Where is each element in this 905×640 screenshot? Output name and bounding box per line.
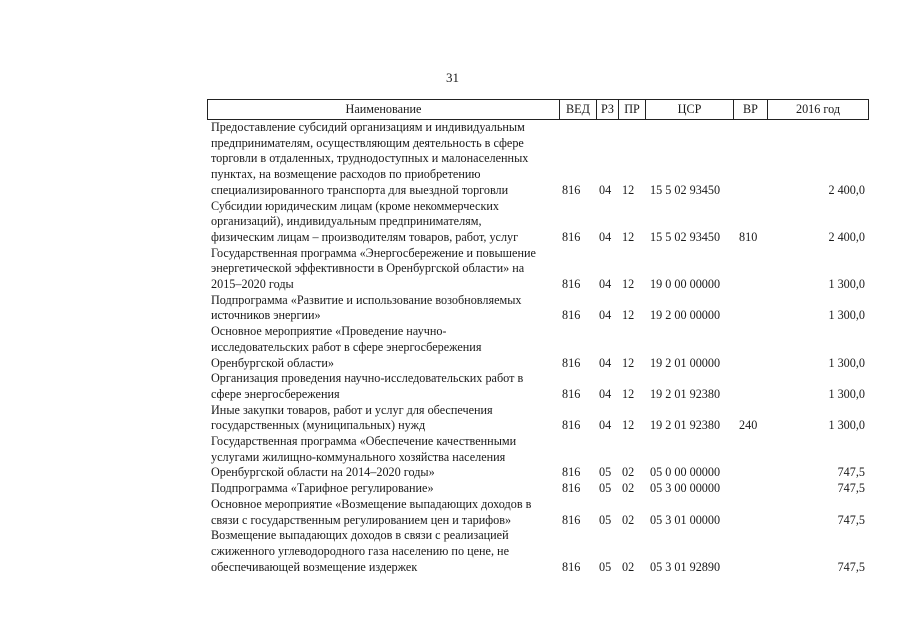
row-ved: 816	[562, 386, 581, 401]
row-csr: 19 2 01 92380	[650, 386, 721, 401]
row-sum: 1 300,0	[828, 355, 865, 370]
row-sum: 1 300,0	[828, 308, 865, 323]
row-sum: 747,5	[837, 465, 865, 480]
row-sum: 747,5	[837, 481, 865, 496]
row-name: Организация проведения научно-исследовательских работ в сфере энергосбережения	[211, 371, 524, 401]
row-rz: 04	[599, 277, 612, 292]
row-name: Субсидии юридическим лицам (кроме некоммерческих организаций), индивидуальным предпринимателям, физическим лицам – производителям товаров, работ, услуг	[211, 198, 519, 244]
row-rz: 05	[599, 465, 612, 480]
row-csr: 19 2 00 00000	[650, 308, 721, 323]
table-row	[207, 371, 869, 402]
row-csr: 19 0 00 00000	[650, 277, 721, 292]
row-name: Предоставление субсидий организациям и индивидуальным предпринимателям, осуществляющим деятельность в сфере торговли в отдаленных, труднодоступных и малонаселенных пунктах, на возмещение расходов по приобретению специализированного транспорта для выездной торговли	[211, 120, 529, 197]
row-rz: 04	[599, 418, 612, 433]
row-pr: 12	[622, 418, 635, 433]
row-pr: 02	[622, 481, 635, 496]
row-name: Государственная программа «Обеспечение качественными услугами жилищно-коммунального хозяйства населения Оренбургской области на 2014–2020 годы»	[211, 434, 517, 480]
row-csr: 19 2 01 92380	[650, 418, 721, 433]
row-ved: 816	[562, 559, 581, 574]
table-row	[207, 481, 869, 497]
row-name: Иные закупки товаров, работ и услуг для обеспечения государственных (муниципальных) нужд	[211, 402, 493, 433]
row-rz: 04	[599, 308, 612, 323]
row-pr: 12	[622, 277, 635, 292]
row-vr: 240	[739, 418, 758, 433]
table-row	[207, 497, 869, 528]
row-name: Основное мероприятие «Проведение научно- исследовательских работ в сфере энергосбережения Оренбургской области»	[211, 324, 482, 370]
row-name: Государственная программа «Энергосбережение и повышение энергетической эффективности в Оренбургской области» на 2015–2020 годы	[211, 245, 536, 292]
row-csr: 05 3 01 00000	[650, 512, 721, 527]
header-year: 2016 год	[795, 102, 841, 116]
table-row	[207, 528, 869, 575]
table-row	[207, 246, 869, 293]
row-rz: 04	[599, 182, 612, 197]
header-rz: РЗ	[597, 100, 619, 119]
table-header	[207, 99, 869, 120]
row-pr: 12	[622, 355, 635, 370]
table-row	[207, 403, 869, 434]
row-pr: 02	[622, 512, 635, 527]
row-ved: 816	[562, 308, 581, 323]
table-body	[207, 120, 869, 575]
row-ved: 816	[562, 277, 581, 292]
row-pr: 12	[622, 182, 635, 197]
row-name: Возмещение выпадающих доходов в связи с реализацией сжиженного углеводородного газа населению по цене, не обеспечивающей возмещение издержек	[211, 528, 509, 574]
row-ved: 816	[562, 465, 581, 480]
row-ved: 816	[562, 481, 581, 496]
table-row	[207, 434, 869, 481]
row-sum: 2 400,0	[828, 182, 865, 197]
header-name: Наименование	[208, 100, 560, 119]
table-row	[207, 324, 869, 371]
header-pr: ПР	[619, 100, 646, 119]
row-sum: 2 400,0	[828, 229, 865, 244]
row-csr: 15 5 02 93450	[650, 229, 721, 244]
row-rz: 05	[599, 512, 612, 527]
header-vr: ВР	[734, 100, 768, 119]
row-csr: 05 3 01 92890	[650, 559, 721, 574]
header-csr: ЦСР	[646, 100, 734, 119]
row-ved: 816	[562, 418, 581, 433]
row-ved: 816	[562, 355, 581, 370]
row-rz: 04	[599, 229, 612, 244]
row-csr: 15 5 02 93450	[650, 182, 721, 197]
row-sum: 1 300,0	[828, 386, 865, 401]
row-name: Основное мероприятие «Возмещение выпадающих доходов в связи с государственным регулированием цен и тарифов»	[211, 496, 532, 527]
row-name: Подпрограмма «Тарифное регулирование»	[211, 481, 434, 496]
row-pr: 12	[622, 386, 635, 401]
table-row	[207, 120, 869, 199]
row-ved: 816	[562, 229, 581, 244]
header-ved: ВЕД	[560, 100, 597, 119]
row-vr: 810	[739, 229, 758, 244]
row-csr: 19 2 01 00000	[650, 355, 721, 370]
row-sum: 747,5	[837, 559, 865, 574]
row-rz: 05	[599, 481, 612, 496]
row-name: Подпрограмма «Развитие и использование возобновляемых источников энергии»	[211, 292, 522, 323]
row-pr: 02	[622, 465, 635, 480]
row-sum: 1 300,0	[828, 277, 865, 292]
row-ved: 816	[562, 512, 581, 527]
row-pr: 12	[622, 229, 635, 244]
row-rz: 04	[599, 355, 612, 370]
row-pr: 02	[622, 559, 635, 574]
page-number: 31	[446, 70, 459, 85]
row-pr: 12	[622, 308, 635, 323]
budget-table	[207, 99, 869, 575]
table-row	[207, 199, 869, 246]
row-sum: 747,5	[837, 512, 865, 527]
row-ved: 816	[562, 182, 581, 197]
row-csr: 05 0 00 00000	[650, 465, 721, 480]
row-csr: 05 3 00 00000	[650, 481, 721, 496]
row-rz: 04	[599, 386, 612, 401]
row-rz: 05	[599, 559, 612, 574]
row-sum: 1 300,0	[828, 418, 865, 433]
table-row	[207, 293, 869, 324]
